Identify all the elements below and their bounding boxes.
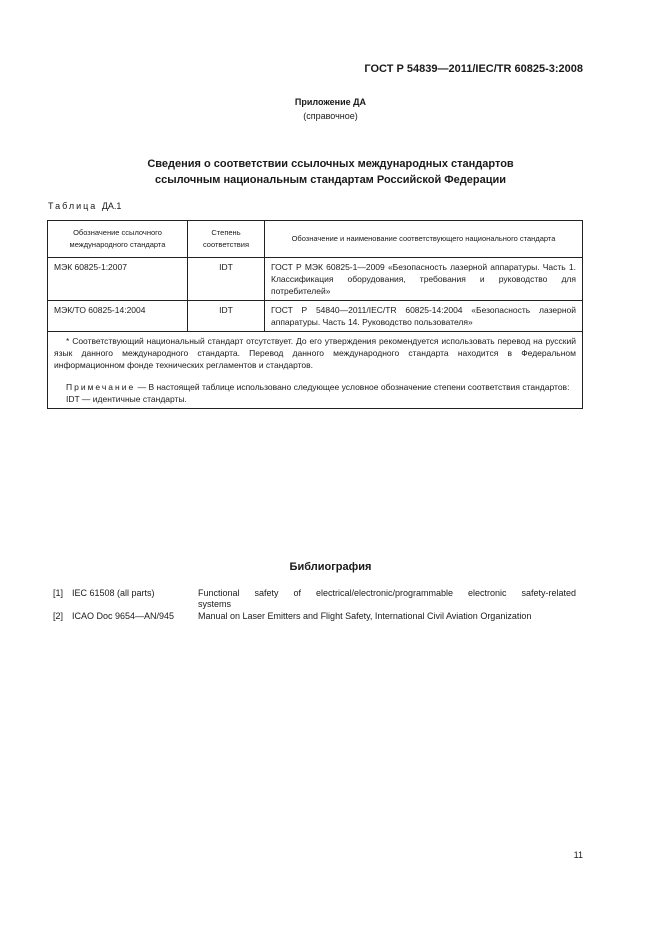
bibliography-item-reference: ICAO Doc 9654—AN/945: [72, 611, 175, 621]
note-text: — В настоящей таблице использовано следующее условное обозначение степени соответствия стандартов:: [137, 382, 570, 392]
note: [54, 381, 576, 393]
cell-national-standard: ГОСТ Р 54840—2011/IEC/TR 60825-14:2004 «Безопасность лазерной аппаратуры. Часть 14. Руководство пользователя»: [265, 301, 583, 332]
annex-title: Приложение ДА: [294, 97, 367, 107]
bibliography-item-description-line1: Manual on Laser Emitters and Flight Safety, International Civil Aviation Organization: [198, 611, 532, 621]
cell-degree: IDT: [188, 301, 265, 332]
page-number: 11: [573, 850, 583, 860]
bibliography-item-number: [2]: [53, 611, 64, 621]
table-row: [48, 301, 583, 332]
section-title-line1: Сведения о соответствии ссылочных международных стандартов: [147, 158, 514, 170]
header-degree: Степень соответствия: [188, 221, 265, 258]
table-label: [48, 201, 121, 211]
cell-national-standard: ГОСТ Р МЭК 60825-1—2009 «Безопасность лазерной аппаратуры. Часть 1. Классификация оборудования, требования и руководство для потребителей»: [265, 258, 583, 301]
correspondence-table: [47, 220, 583, 409]
note-label: Примечание: [66, 382, 136, 392]
table-header-row: [48, 221, 583, 258]
note-idt: IDT — идентичные стандарты.: [66, 394, 187, 404]
bibliography-item-description-line1: Functional safety of electrical/electronic/programmable electronic safety-related: [198, 588, 576, 598]
table-label-word: Таблица: [48, 201, 98, 211]
annex-subtitle: (справочное): [303, 111, 358, 121]
cell-degree: IDT: [188, 258, 265, 301]
section-title: [90, 156, 571, 188]
table-label-number: ДА.1: [101, 201, 122, 211]
header-national-standard: Обозначение и наименование соответствующего национального стандарта: [265, 221, 583, 258]
header-intl-standard: Обозначение ссылочного международного стандарта: [48, 221, 188, 258]
document-header: ГОСТ Р 54839—2011/IEC/TR 60825-3:2008: [364, 63, 583, 75]
section-title-line2: ссылочным национальным стандартам Российской Федерации: [154, 174, 507, 186]
bibliography-item-reference: IEC 61508 (all parts): [72, 588, 155, 598]
annex-heading: [200, 95, 461, 123]
table-footer: [48, 332, 583, 409]
bibliography-title: Библиография: [289, 561, 372, 573]
footnote: * Соответствующий национальный стандарт отсутствует. До его утверждения рекомендуется использовать перевод на русский язык данного международного стандарта. Перевод данного международного стандарта находится в Федеральном информационном фонде технических регламентов и стандартов.: [54, 336, 576, 370]
table-footer-row: [48, 332, 583, 409]
table-row: [48, 258, 583, 301]
cell-intl-standard: МЭК 60825-1:2007: [48, 258, 188, 301]
bibliography-item-number: [1]: [53, 588, 64, 598]
bibliography-item-description-line2: systems: [198, 599, 232, 609]
cell-intl-standard: МЭК/ТО 60825-14:2004: [48, 301, 188, 332]
